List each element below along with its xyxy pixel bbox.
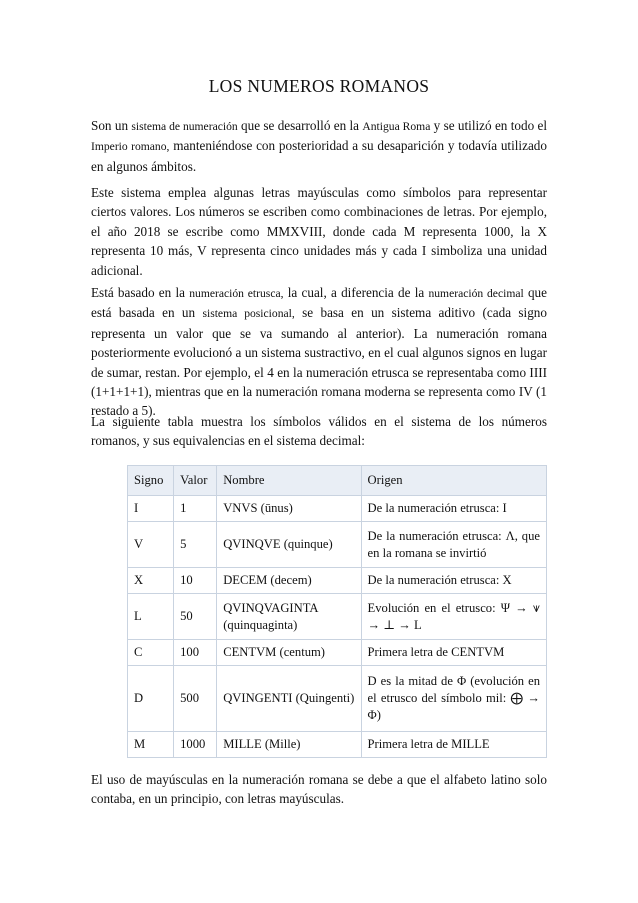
cell-nombre: QVINGENTI (Quingenti) xyxy=(217,666,361,732)
cell-origen: De la numeración etrusca: X xyxy=(361,568,546,594)
table-row xyxy=(128,666,547,732)
closing-paragraph: El uso de mayúsculas en la numeración romana se debe a que el alfabeto latino solo contaba, en un principio, con letras mayúsculas. xyxy=(91,772,547,807)
cell-valor: 100 xyxy=(174,640,217,666)
cell-valor: 500 xyxy=(174,666,217,732)
header-origen: Origen xyxy=(361,466,546,496)
cell-origen: De la numeración etrusca: Λ, que en la romana se invirtió xyxy=(361,522,546,568)
p1-text-c: que se desarrolló en la xyxy=(237,118,363,133)
cell-origen: Primera letra de MILLE xyxy=(361,732,546,758)
cell-valor: 1000 xyxy=(174,732,217,758)
table-row xyxy=(128,732,547,758)
header-signo: Signo xyxy=(128,466,174,496)
cell-nombre: QVINQVE (quinque) xyxy=(217,522,361,568)
cell-nombre: VNVS (ūnus) xyxy=(217,496,361,522)
cell-signo: M xyxy=(128,732,174,758)
link-antigua-roma[interactable]: Antigua Roma xyxy=(362,120,431,133)
etruscan-paragraph xyxy=(91,283,547,421)
cell-nombre: DECEM (decem) xyxy=(217,568,361,594)
p3-text-a: Está basado en la xyxy=(91,285,190,300)
link-numeracion-etrusca[interactable]: numeración etrusca, xyxy=(189,287,284,300)
table-intro-paragraph: La siguiente tabla muestra los símbolos válidos en el sistema de los números romanos, y sus equivalencias en el sistema decimal: xyxy=(91,414,547,449)
table-row xyxy=(128,640,547,666)
letters-paragraph: Este sistema emplea algunas letras mayúsculas como símbolos para representar ciertos valores. Los números se escriben como combinaciones de letras. Por ejemplo, el año 2018 se escribe como MMXVIII, donde cada M representa 1000, la X representa 10 más, V representa cinco unidades más y cada I simboliza una unidad adicional. xyxy=(91,185,547,278)
cell-signo: C xyxy=(128,640,174,666)
cell-valor: 5 xyxy=(174,522,217,568)
cell-signo: L xyxy=(128,594,174,640)
cell-signo: I xyxy=(128,496,174,522)
p3-text-c: la cual, a diferencia de la xyxy=(283,285,429,300)
cell-nombre: MILLE (Mille) xyxy=(217,732,361,758)
link-numeracion-decimal[interactable]: numeración decimal xyxy=(428,287,524,300)
link-sistema-de-numeracion[interactable]: sistema de numeración xyxy=(131,120,238,133)
cell-valor: 50 xyxy=(174,594,217,640)
cell-origen: De la numeración etrusca: I xyxy=(361,496,546,522)
table-row xyxy=(128,496,547,522)
header-nombre: Nombre xyxy=(217,466,361,496)
link-imperio-romano[interactable]: Imperio romano, xyxy=(91,140,170,154)
table-row xyxy=(128,594,547,640)
cell-valor: 10 xyxy=(174,568,217,594)
roman-symbols-table xyxy=(127,465,547,758)
table-header-row xyxy=(128,466,547,496)
cell-signo: X xyxy=(128,568,174,594)
cell-origen: Evolución en el etrusco: Ψ → ⩛ → ⊥ → L xyxy=(361,594,546,640)
cell-valor: 1 xyxy=(174,496,217,522)
p3-text-g: se basa en un sistema aditivo (cada signo representa un valor que se va sumando al anterior). La numeración romana posteriormente evolucionó a un sistema sustractivo, en el cual algunos signos en lugar de sumar, restan. Por ejemplo, el 4 en la numeración etrusca se representaba como IIII (1+1+1+1), mientras que en la numeración romana moderna se representa como IV (1 restado a 5). xyxy=(91,305,547,419)
link-sistema-posicional[interactable]: sistema posicional, xyxy=(202,307,295,321)
cell-nombre: CENTVM (centum) xyxy=(217,640,361,666)
page-title: LOS NUMEROS ROMANOS xyxy=(208,76,430,96)
cell-nombre: QVINQVAGINTA (quinquaginta) xyxy=(217,594,361,640)
p3-text-e: que está basada en un xyxy=(91,285,547,321)
p1-text-a: Son un xyxy=(91,118,132,133)
table-row xyxy=(128,522,547,568)
cell-origen: Primera letra de CENTVM xyxy=(361,640,546,666)
cell-origen: D es la mitad de Φ (evolución en el etrusco del símbolo mil: ⨁ → Φ) xyxy=(361,666,546,732)
cell-signo: V xyxy=(128,522,174,568)
header-valor: Valor xyxy=(174,466,217,496)
table-row xyxy=(128,568,547,594)
p1-text-g: manteniéndose con posterioridad a su desaparición y todavía utilizado en algunos ámbitos. xyxy=(91,138,547,174)
intro-paragraph xyxy=(91,116,547,176)
cell-signo: D xyxy=(128,666,174,732)
p1-text-e: y se utilizó en todo el xyxy=(430,118,548,133)
